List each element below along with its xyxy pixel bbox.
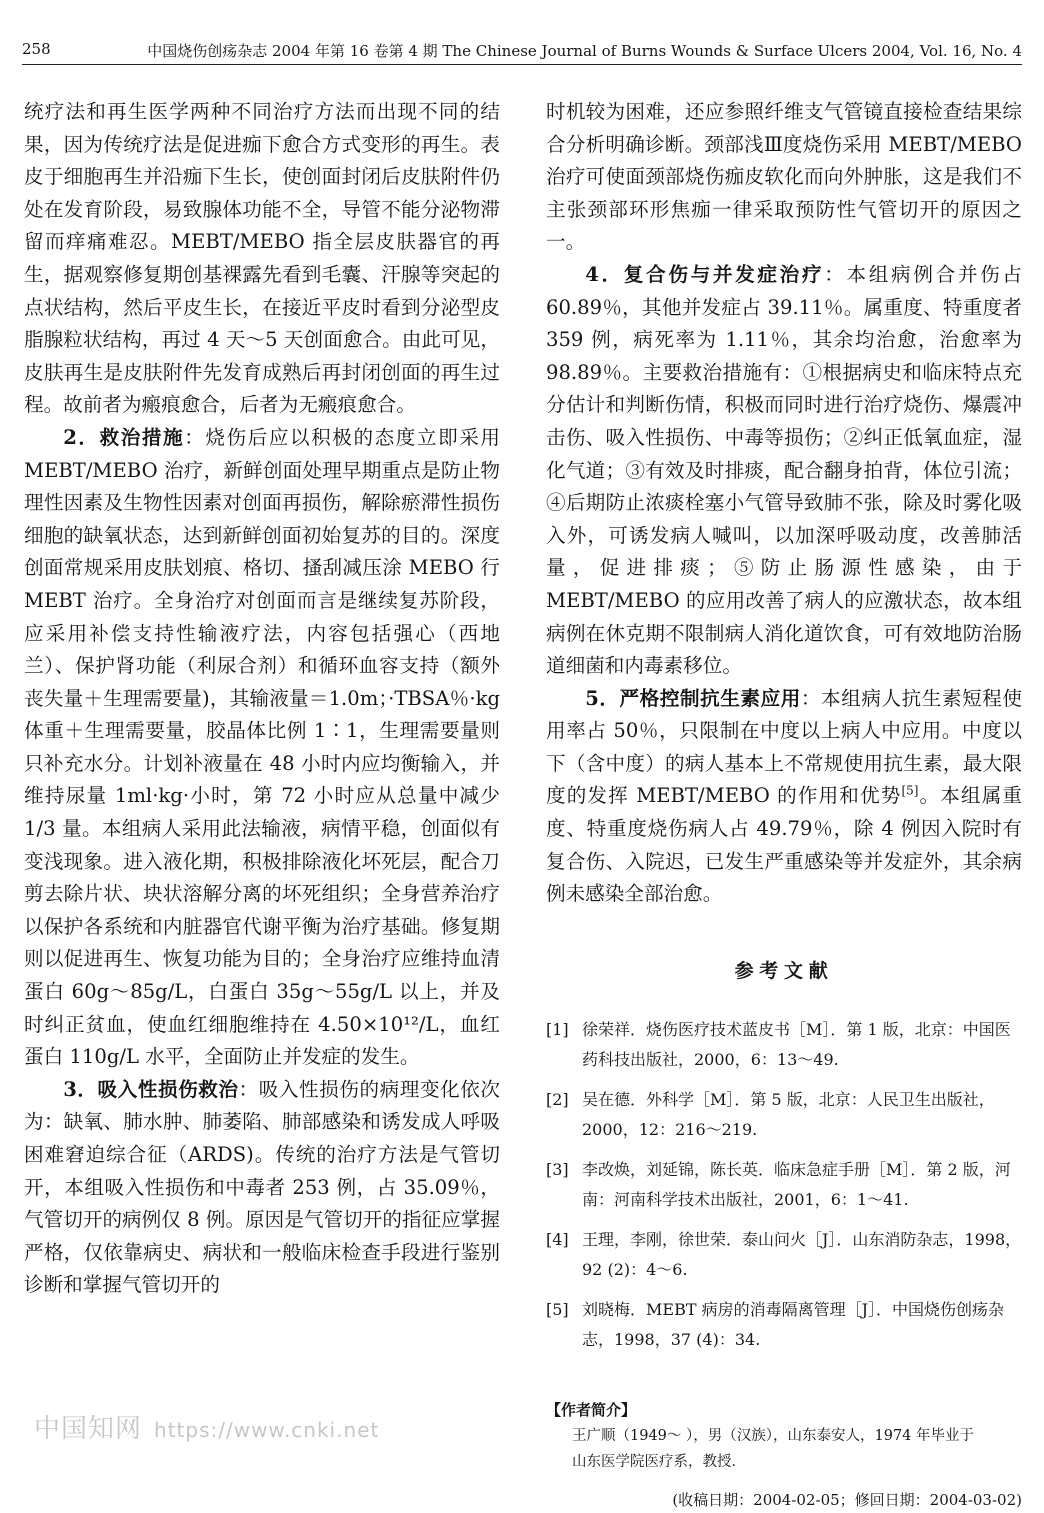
section-inhalation-injury xyxy=(24,1074,500,1302)
reference-text: 李改焕，刘延锦，陈长英．临床急症手册［M］．第 2 版，河南：河南科学技术出版社，2001，6：1～41. xyxy=(582,1160,1011,1210)
right-column xyxy=(546,96,1022,1513)
section-heading: 5．严格控制抗生素应用 xyxy=(585,686,801,710)
running-header xyxy=(22,38,1022,65)
section-treatment-measures xyxy=(24,422,500,1074)
section-heading: 3．吸入性损伤救治 xyxy=(63,1077,239,1101)
reference-item xyxy=(546,1085,1022,1145)
author-bio-line: 山东医学院医疗系，教授． xyxy=(572,1454,746,1471)
reference-item xyxy=(546,1015,1022,1075)
page-number: 258 xyxy=(22,40,51,58)
author-bio-heading: 【作者简介】 xyxy=(546,1401,637,1420)
reference-item xyxy=(546,1155,1022,1215)
reference-text: 吴在德．外科学［M］．第 5 版，北京：人民卫生出版社，2000，12：216～219. xyxy=(582,1090,995,1140)
section-body: ：烧伤后应以积极的态度立即采用 MEBT/MEBO 治疗，新鲜创面处理早期重点是防止物理性因素及生物性因素对创面再损伤，解除瘀滞性损伤细胞的缺氧状态，达到新鲜创面初始复苏的目的。深度创面常规采用皮肤划痕、格切、搔刮减压涂 MEBO 行 MEBT 治疗。全身治疗对创面而言是继续复苏阶段，应采用补偿支持性输液疗法，内容包括强心（西地兰）、保护肾功能（利尿合剂）和循环血容支持（额外丧失量＋生理需要量)，其输液量＝1.0m；·TBSA％·kg 体重＋生理需要量，胶晶体比例 1∶1，生理需要量则只补充水分。计划补液量在 48 小时内应均衡输入，并维持尿量 1ml·kg·小时，第 72 小时应从总量中减少 1/3 量。本组病人采用此法输液，病情平稳，创面似有变浅现象。进入液化期，积极排除液化坏死层，配合刀剪去除片状、块状溶解分离的坏死组织；全身营养治疗以保护各系统和内脏器官代谢平衡为治疗基础。修复期则以促进再生、恢复功能为目的；全身治疗应维持血清蛋白 60g～85g/L，白蛋白 35g～55g/L 以上，并及时纠正贫血，使血红细胞维持在 4.50×10¹²/L，血红蛋白 110g/L 水平，全面防止并发症的发生。 xyxy=(24,425,501,1069)
section-body: ：吸入性损伤的病理变化依次为：缺氧、肺水肿、肺萎陷、肺部感染和诱发成人呼吸困难窘迫综合征（ARDS)。传统的治疗方法是气管切开，本组吸入性损伤和中毒者 253 例，占 35.09％，气管切开的病例仅 8 例。原因是气管切开的指征应掌握严格，仅依靠病史、病状和一般临床检查手段进行鉴别诊断和掌握气管切开的 xyxy=(24,1077,500,1297)
cnki-watermark xyxy=(34,1408,379,1445)
section-antibiotics xyxy=(546,683,1022,911)
section-body: 。本组属重度、特重度烧伤病人占 49.79％，除 4 例因入院时有复合伤、入院迟，已发生严重感染等并发症外，其余病例未感染全部治愈。 xyxy=(546,784,1022,906)
section-body: ：本组病人抗生素短程使用率占 50％，只限制在中度以上病人中应用。中度以下（含中度）的病人基本上不常规使用抗生素，最大限度的发挥 MEBT/MEBO 的作用和优势 xyxy=(546,686,1022,808)
paragraph-continued: 时机较为困难，还应参照纤维支气管镜直接检查结果综合分析明确诊断。颈部浅Ⅲ度烧伤采用 MEBT/MEBO 治疗可使面颈部烧伤痂皮软化而向外肿胀，这是我们不主张颈部环形焦痂一律采取预防性气管切开的原因之一。 xyxy=(546,100,1022,254)
references-heading: 参考文献 xyxy=(734,959,834,982)
section-heading: 4．复合伤与并发症治疗 xyxy=(585,262,825,286)
reference-item xyxy=(546,1225,1022,1285)
reference-text: 刘晓梅．MEBT 病房的消毒隔离管理［J］．中国烧伤创疡杂志，1998，37 (4)：34. xyxy=(582,1300,1004,1350)
reference-text: 徐荣祥．烧伤医疗技术蓝皮书［M］．第 1 版，北京：中国医药科技出版社，2000，6：13～49. xyxy=(582,1020,1011,1070)
section-body: ：本组病例合并伤占 60.89％，其他并发症占 39.11％。属重度、特重度者 359 例，病死率为 1.11％，其余均治愈，治愈率为 98.89％。主要救治措施有：①根据病史和临床特点充分估计和判断伤情，积极而同时进行治疗烧伤、爆震冲击伤、吸入性损伤、中毒等损伤；②纠正低氧血症，湿化气道；③有效及时排痰，配合翻身拍背，体位引流；④后期防止浓痰栓塞小气管导致肺不张，除及时雾化吸入外，可诱发病人喊叫，以加深呼吸动度，改善肺活量，促进排痰；⑤防止肠源性感染，由于 MEBT/MEBO 的应用改善了病人的应激状态，故本组病例在休克期不限制病人消化道饮食，可有效地防治肠道细菌和内毒素移位。 xyxy=(546,262,1023,678)
left-column xyxy=(24,96,500,1302)
section-complications xyxy=(546,259,1022,683)
author-bio xyxy=(546,1397,1022,1513)
reference-number: [5] xyxy=(546,1300,569,1320)
reference-item xyxy=(546,1295,1022,1355)
reference-number: [3] xyxy=(546,1160,569,1180)
journal-citation: 中国烧伤创疡杂志 2004 年第 16 卷第 4 期 The Chinese Journal of Burns Wounds & Surface Ulcers 2004, Vol. 16, No. 4 xyxy=(147,42,1022,60)
received-dates: (收稿日期：2004-02-05；修回日期：2004-03-02) xyxy=(672,1491,1022,1510)
watermark-url[interactable]: https://www.cnki.net xyxy=(154,1418,380,1442)
reference-text: 王理，李刚，徐世荣．泰山问火［J］．山东消防杂志，1998，92 (2)：4～6. xyxy=(582,1230,1022,1280)
citation-marker[interactable]: [5] xyxy=(901,783,919,798)
reference-number: [4] xyxy=(546,1230,569,1250)
paragraph-regeneration: 统疗法和再生医学两种不同治疗方法而出现不同的结果，因为传统疗法是促进痂下愈合方式变形的再生。表皮于细胞再生并沿痂下生长，使创面封闭后皮肤附件仍处在发育阶段，易致腺体功能不全，导管不能分泌物滞留而痒痛难忍。MEBT/MEBO 指全层皮肤器官的再生，据观察修复期创基裸露先看到毛囊、汗腺等突起的点状结构，然后平皮生长，在接近平皮时看到分泌型皮脂腺粒状结构，再过 4 天～5 天创面愈合。由此可见，皮肤再生是皮肤附件先发育成熟后再封闭创面的再生过程。故前者为瘢痕愈合，后者为无瘢痕愈合。 xyxy=(24,100,500,417)
section-heading: 2．救治措施 xyxy=(63,425,185,449)
reference-number: [2] xyxy=(546,1090,569,1110)
author-bio-text xyxy=(546,1423,1022,1475)
watermark-text: 中国知网 xyxy=(34,1414,143,1444)
reference-number: [1] xyxy=(546,1020,569,1040)
author-bio-line: 王广顺（1949～ ），男（汉族），山东泰安人，1974 年毕业于 xyxy=(572,1428,975,1445)
reference-list xyxy=(546,1015,1022,1355)
